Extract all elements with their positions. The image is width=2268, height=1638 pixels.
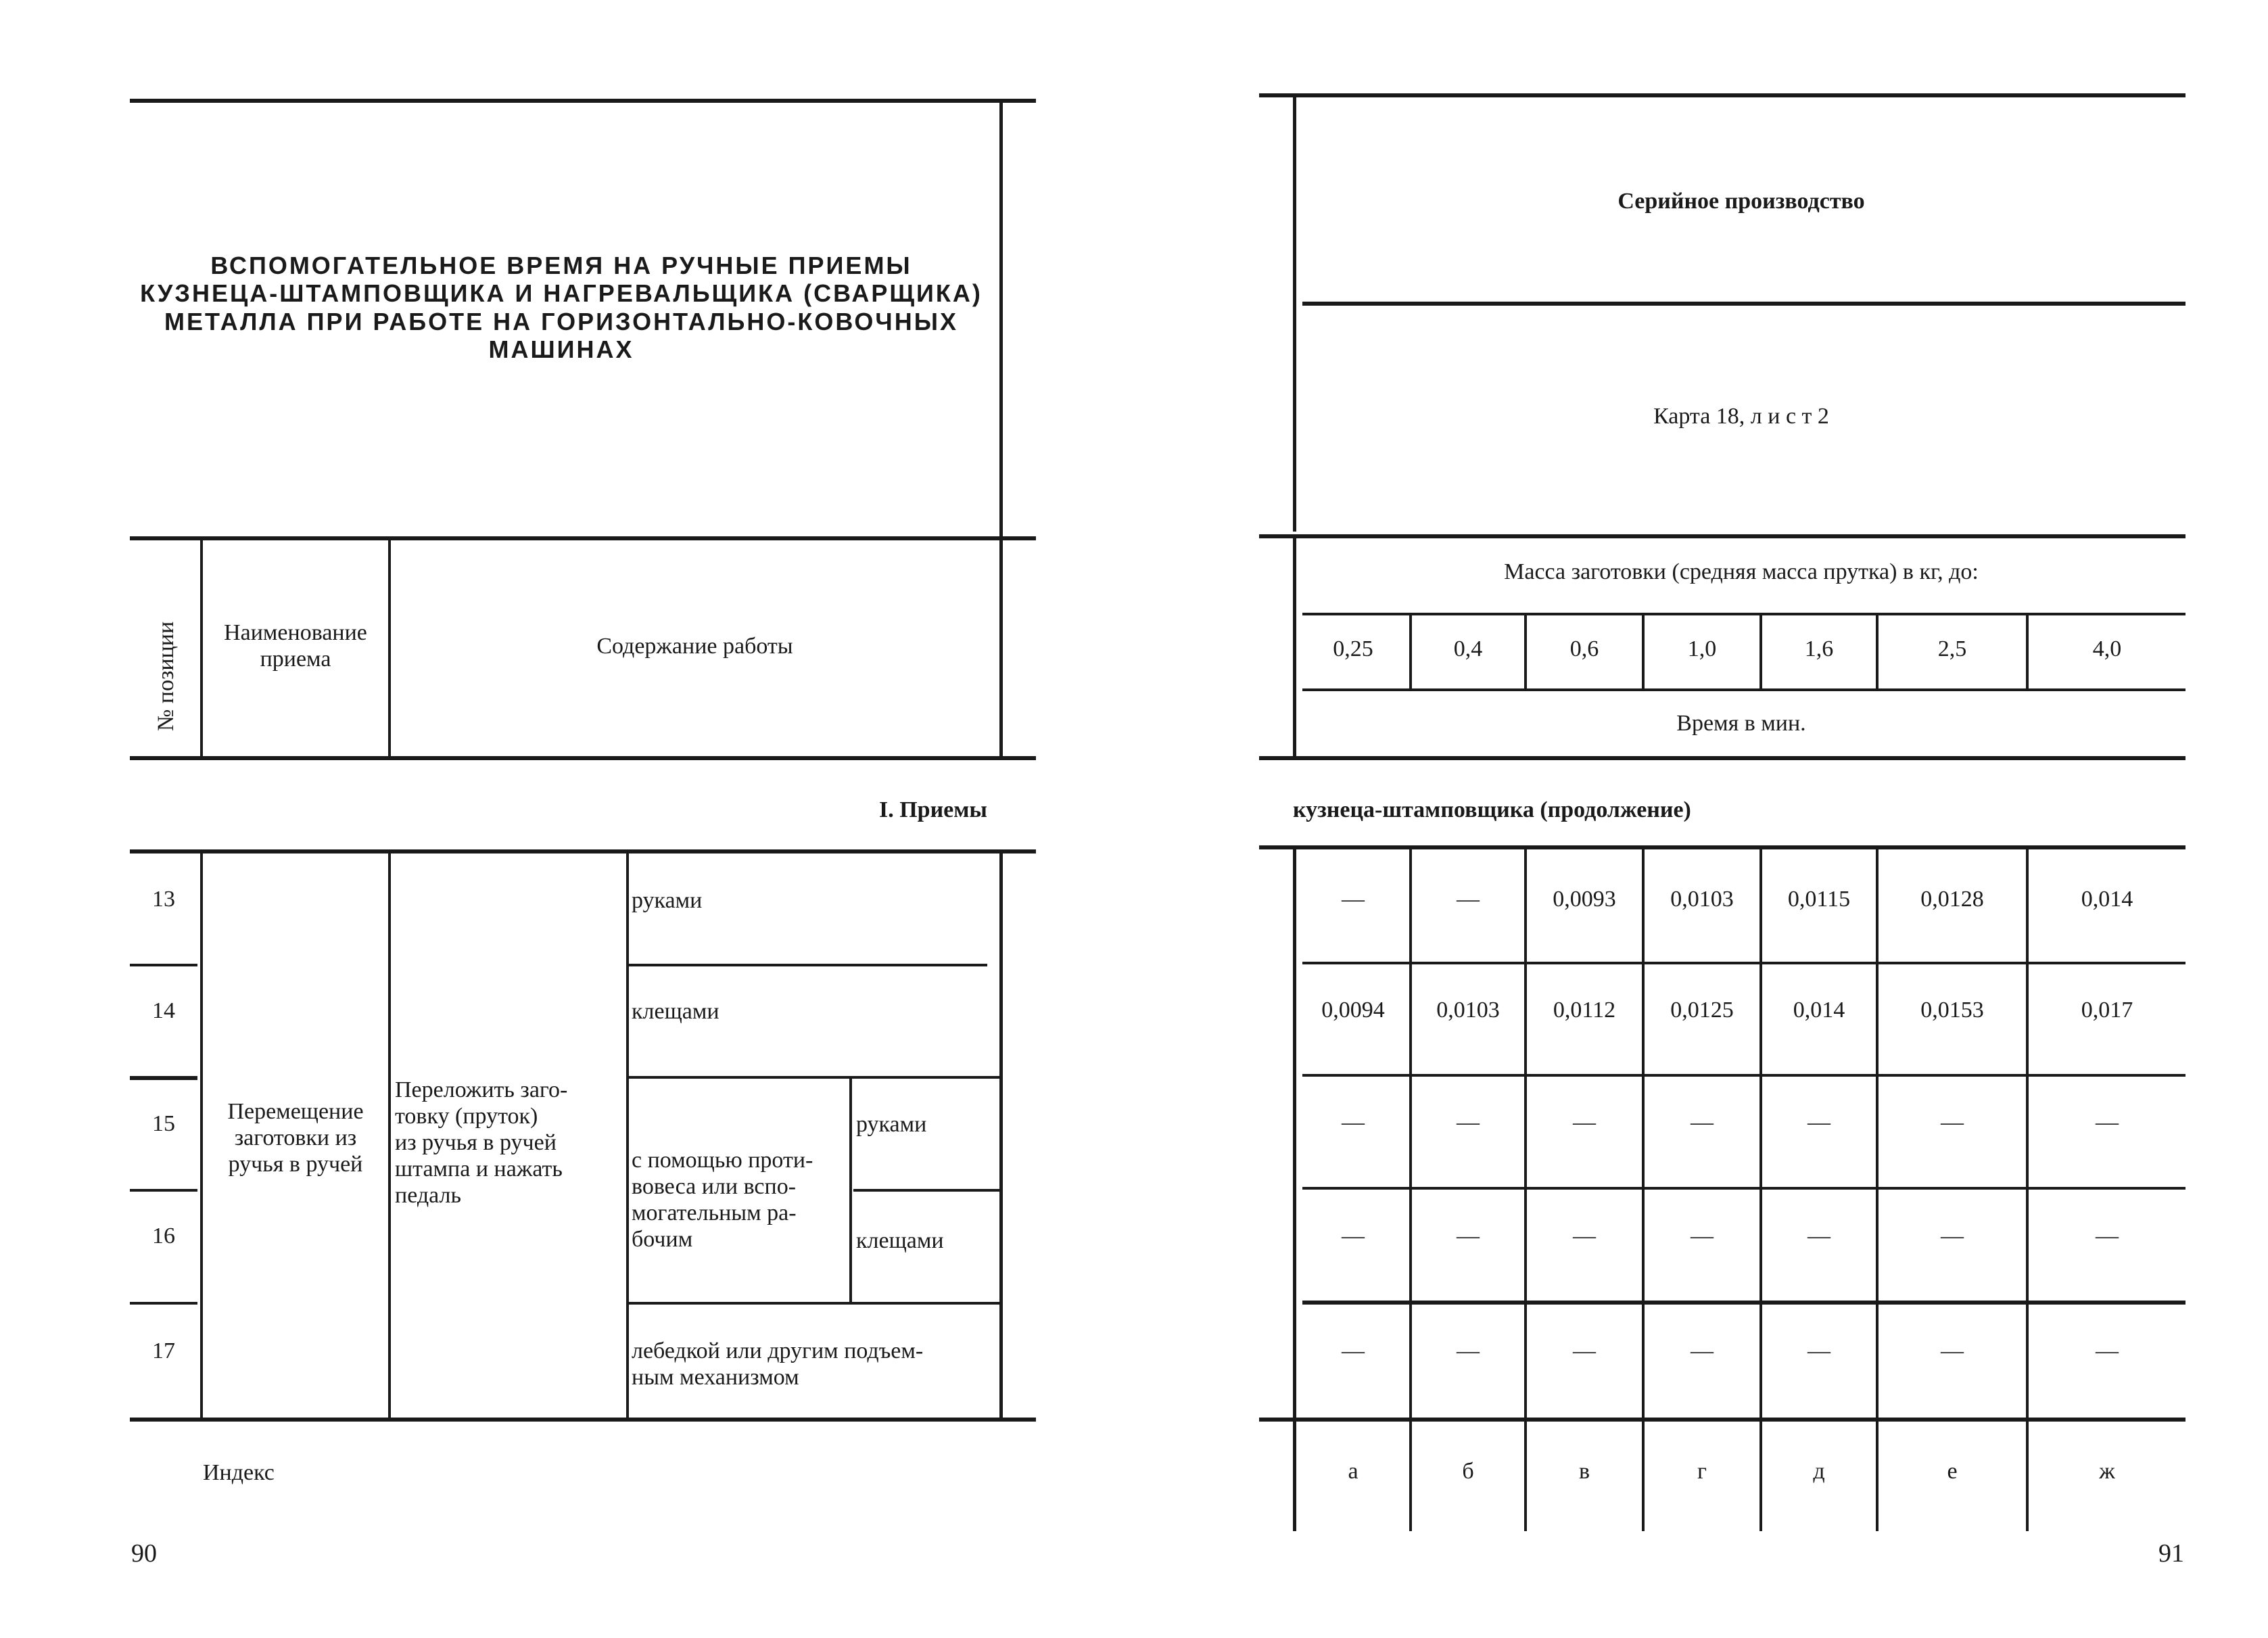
rule (849, 1079, 852, 1302)
time-cell: — (1573, 1223, 1596, 1248)
time-cell: 0,0094 (1321, 998, 1385, 1023)
mass-value: 4,0 (2092, 636, 2122, 661)
counterweight-line: бочим (632, 1227, 693, 1253)
rule (1259, 93, 2186, 97)
rule (1302, 613, 2186, 615)
position-number: 17 (152, 1338, 175, 1363)
rule (1293, 96, 1296, 532)
rule (1293, 1420, 1296, 1531)
time-cell: — (1691, 1223, 1714, 1248)
title-line: КУЗНЕЦА-ШТАМПОВЩИКА И НАГРЕВАЛЬЩИКА (СВАРЩИКА) (140, 279, 983, 308)
rule (629, 1076, 1001, 1079)
position-number: 14 (152, 998, 175, 1023)
time-cell: 0,017 (2081, 998, 2133, 1023)
time-cell: 0,014 (1793, 998, 1845, 1023)
time-cell: — (1808, 1223, 1830, 1248)
time-cell: 0,0093 (1553, 887, 1616, 912)
rule (999, 101, 1003, 538)
document-title (135, 252, 987, 364)
rule (1302, 1187, 2186, 1190)
index-letter: е (1947, 1459, 1958, 1484)
work-line: штампа и нажать (395, 1156, 563, 1182)
position-number: 16 (152, 1223, 175, 1248)
rule (130, 1076, 197, 1080)
index-label: Индекс (203, 1460, 275, 1485)
time-cell: — (1941, 1338, 1964, 1363)
time-cell: — (1457, 1338, 1480, 1363)
rule (1259, 756, 2186, 760)
section-title: I. Приемы (879, 797, 987, 822)
time-cell: 0,0125 (1670, 998, 1734, 1023)
index-letter: в (1578, 1459, 1590, 1484)
time-cell: 0,0153 (1920, 998, 1984, 1023)
header-line: приема (260, 647, 331, 672)
title-line: МАШИНАХ (488, 335, 634, 364)
work-content (395, 1077, 567, 1209)
work-line: из ручья в ручей (395, 1130, 557, 1156)
rule (130, 1302, 197, 1305)
counterweight-line: могательным ра- (632, 1200, 797, 1226)
position-number: 13 (152, 887, 175, 912)
counterweight-line: вовеса или вспо- (632, 1174, 797, 1200)
rule (1259, 534, 2186, 538)
rule (1302, 1301, 2186, 1305)
time-cell: — (1573, 1110, 1596, 1135)
counterweight-line: с помощью проти- (632, 1148, 813, 1173)
rule (999, 538, 1003, 758)
time-cell: 0,0115 (1787, 887, 1851, 912)
time-cell: — (1457, 1223, 1480, 1248)
card-label: Карта 18, л и с т 2 (1653, 404, 1829, 429)
rule (130, 849, 1036, 853)
winch-line: лебедкой или другим подъем- (632, 1338, 924, 1363)
detail-by-hand: руками (632, 888, 703, 913)
rule (130, 756, 1036, 760)
time-cell: — (1342, 1223, 1365, 1248)
time-cell: — (1457, 1110, 1480, 1135)
rule (629, 964, 987, 966)
mass-value: 0,6 (1569, 636, 1599, 661)
index-letter: д (1813, 1459, 1825, 1484)
time-cell: — (2096, 1338, 2119, 1363)
rule (1259, 1418, 2186, 1422)
time-cell: — (1342, 1338, 1365, 1363)
header-line: Наименование (224, 620, 367, 645)
rule (130, 964, 197, 966)
rule (130, 1418, 1036, 1422)
work-line: педаль (395, 1183, 461, 1209)
detail-tongs: клещами (632, 999, 719, 1024)
time-cell: 0,0103 (1670, 887, 1734, 912)
header-work-content: Содержание работы (596, 634, 793, 659)
rule (200, 852, 203, 1418)
header-position-no: № позиции (153, 621, 179, 732)
time-cell: — (1573, 1338, 1596, 1363)
time-cell: — (1941, 1110, 1964, 1135)
method-name (204, 1098, 387, 1177)
time-cell: — (1941, 1223, 1964, 1248)
mass-value: 0,25 (1333, 636, 1373, 661)
index-letter: г (1697, 1459, 1707, 1484)
time-cell: — (1691, 1338, 1714, 1363)
index-letter: ж (2099, 1459, 2115, 1484)
page-number: 91 (2158, 1539, 2184, 1568)
rule (130, 536, 1036, 540)
rule (853, 1189, 1001, 1192)
time-cell: — (1691, 1110, 1714, 1135)
rule (130, 99, 1036, 103)
position-number: 15 (152, 1111, 175, 1136)
rule (629, 1302, 1001, 1305)
title-line: ВСПОМОГАТЕЛЬНОЕ ВРЕМЯ НА РУЧНЫЕ ПРИЕМЫ (210, 252, 912, 279)
time-cell: 0,0103 (1436, 998, 1500, 1023)
rule (626, 852, 629, 1418)
rule (1302, 688, 2186, 691)
rule (1302, 1074, 2186, 1077)
detail-tongs-16: клещами (856, 1228, 944, 1253)
method-line: заготовки из (234, 1125, 357, 1151)
page-number: 90 (131, 1539, 157, 1568)
method-line: ручья в ручей (228, 1152, 363, 1177)
time-cell: — (2096, 1223, 2119, 1248)
detail-winch (632, 1338, 923, 1390)
time-cell: — (1808, 1338, 1830, 1363)
rule (1259, 845, 2186, 849)
rule (1293, 537, 1296, 756)
winch-line: ным механизмом (632, 1365, 799, 1390)
time-cell: 0,0128 (1920, 887, 1984, 912)
index-letter: а (1348, 1459, 1359, 1484)
detail-counterweight (632, 1147, 813, 1253)
work-line: Переложить заго- (395, 1077, 568, 1102)
time-cell: — (1808, 1110, 1830, 1135)
mass-value: 1,0 (1687, 636, 1717, 661)
rule (130, 1189, 197, 1192)
mass-value: 2,5 (1937, 636, 1967, 661)
mass-value: 0,4 (1453, 636, 1483, 661)
rule (388, 538, 391, 758)
time-cell: 0,0112 (1553, 998, 1616, 1023)
detail-by-hand-15: руками (856, 1112, 927, 1137)
production-type: Серийное производство (1617, 189, 1865, 214)
time-cell: 0,014 (2081, 887, 2133, 912)
title-line: МЕТАЛЛА ПРИ РАБОТЕ НА ГОРИЗОНТАЛЬНО-КОВОЧНЫХ (164, 307, 958, 335)
work-line: товку (пруток) (395, 1104, 538, 1129)
time-cell: — (1342, 1110, 1365, 1135)
rule (200, 538, 203, 758)
mass-value: 1,6 (1804, 636, 1834, 661)
rule (388, 852, 391, 1418)
rule (1302, 302, 2186, 306)
header-method-name (204, 619, 387, 672)
time-cell: — (1457, 887, 1480, 912)
time-cell: — (2096, 1110, 2119, 1135)
mass-header: Масса заготовки (средняя масса прутка) в кг, до: (1504, 559, 1979, 584)
index-letter: б (1462, 1459, 1474, 1484)
section-continuation: кузнеца-штамповщика (продолжение) (1293, 797, 1691, 822)
method-line: Перемещение (227, 1099, 364, 1124)
rule (1302, 962, 2186, 964)
time-label: Время в мин. (1676, 711, 1806, 736)
time-cell: — (1342, 887, 1365, 912)
rule (1293, 848, 1296, 1418)
rule (999, 852, 1003, 1418)
